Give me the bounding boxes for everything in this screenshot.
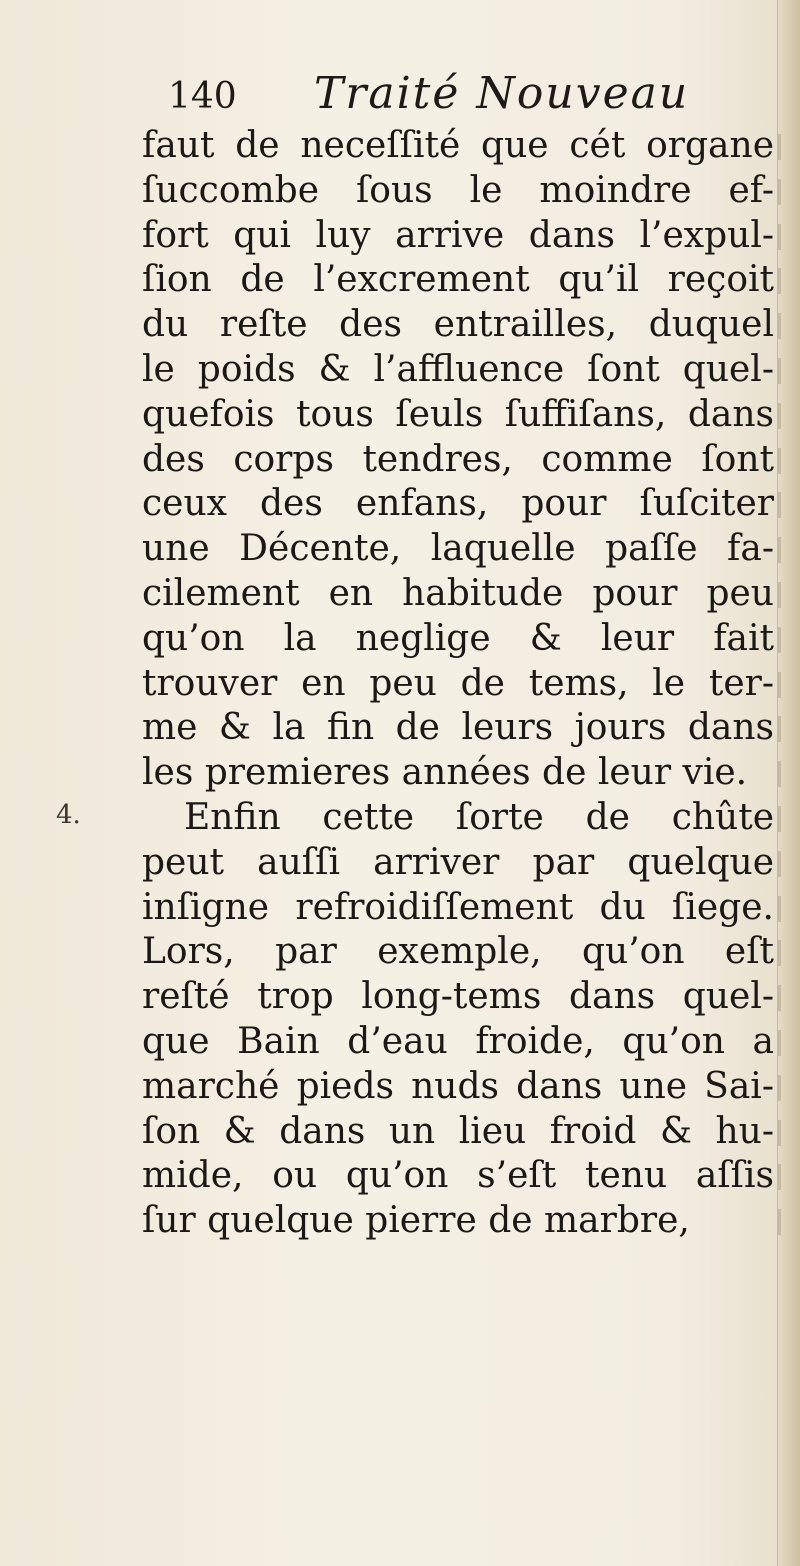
text-line: marché pieds nuds dans une Sai- (142, 1065, 774, 1107)
text-line: reſté trop long-tems dans quel- (142, 976, 774, 1018)
show-through-mark (778, 761, 781, 787)
show-through-mark (778, 403, 781, 429)
text-block (142, 124, 774, 1244)
show-through-mark (778, 224, 781, 250)
text-line: que Bain d’eau froide, qu’on a (142, 1020, 774, 1062)
show-through-mark (778, 806, 781, 832)
text-line: inſigne refroidiſſement du ſiege. (142, 886, 774, 928)
running-head (168, 68, 768, 128)
text-line: faut de neceſſité que cét organe (142, 125, 774, 166)
text-line: fort qui luy arrive dans l’expul- (142, 214, 774, 256)
show-through-marks (774, 124, 796, 1364)
show-through-mark (778, 179, 781, 205)
show-through-mark (778, 492, 781, 518)
text-line: qu’on la neglige & leur fait (142, 617, 774, 659)
show-through-mark (778, 1209, 781, 1235)
show-through-mark (778, 134, 781, 160)
show-through-mark (778, 985, 781, 1011)
text-line: cilement en habitude pour peu (142, 572, 774, 614)
text-line: quefois tous ſeuls ſuffiſans, dans (142, 393, 774, 435)
text-line: du reſte des entrailles, duquel (142, 304, 774, 346)
show-through-mark (778, 358, 781, 384)
text-line: ceux des enfans, pour ſuſciter (142, 483, 774, 525)
show-through-mark (778, 851, 781, 877)
show-through-mark (778, 1030, 781, 1056)
show-through-mark (778, 268, 781, 294)
show-through-mark (778, 582, 781, 608)
show-through-mark (778, 1120, 781, 1146)
show-through-mark (778, 537, 781, 563)
show-through-mark (778, 940, 781, 966)
show-through-mark (778, 896, 781, 922)
text-line: Lors, par exemple, qu’on eſt (142, 931, 774, 973)
show-through-mark (778, 716, 781, 742)
show-through-mark (778, 672, 781, 698)
text-line: me & la fin de leurs jours dans (142, 707, 774, 749)
text-line: le poids & l’affluence ſont quel- (142, 348, 774, 390)
margin-note: 4. (56, 800, 81, 830)
text-line: peut auſſi arriver par quelque (142, 841, 774, 883)
text-line: les premieres années de leur vie. (142, 752, 748, 794)
show-through-mark (778, 627, 781, 653)
text-line: des corps tendres, comme ſont (142, 438, 774, 480)
text-line: Enfin cette ſorte de chûte (184, 796, 774, 838)
text-line: trouver en peu de tems, le ter- (142, 662, 774, 704)
text-line: mide, ou qu’on s’eſt tenu aſſis (142, 1155, 774, 1197)
show-through-mark (778, 313, 781, 339)
running-title: Traité Nouveau (314, 68, 690, 119)
text-line: ſion de l’excrement qu’il reçoit (142, 259, 774, 301)
text-line: ſuccombe ſous le moindre ef- (142, 169, 774, 211)
text-line: ſon & dans un lieu froid & hu- (142, 1110, 774, 1152)
page-number: 140 (168, 76, 237, 117)
text-line: une Décente, laquelle paſſe fa- (142, 528, 774, 570)
show-through-mark (778, 1164, 781, 1190)
show-through-mark (778, 448, 781, 474)
show-through-mark (778, 1075, 781, 1101)
text-line: ſur quelque pierre de marbre, (142, 1200, 690, 1242)
